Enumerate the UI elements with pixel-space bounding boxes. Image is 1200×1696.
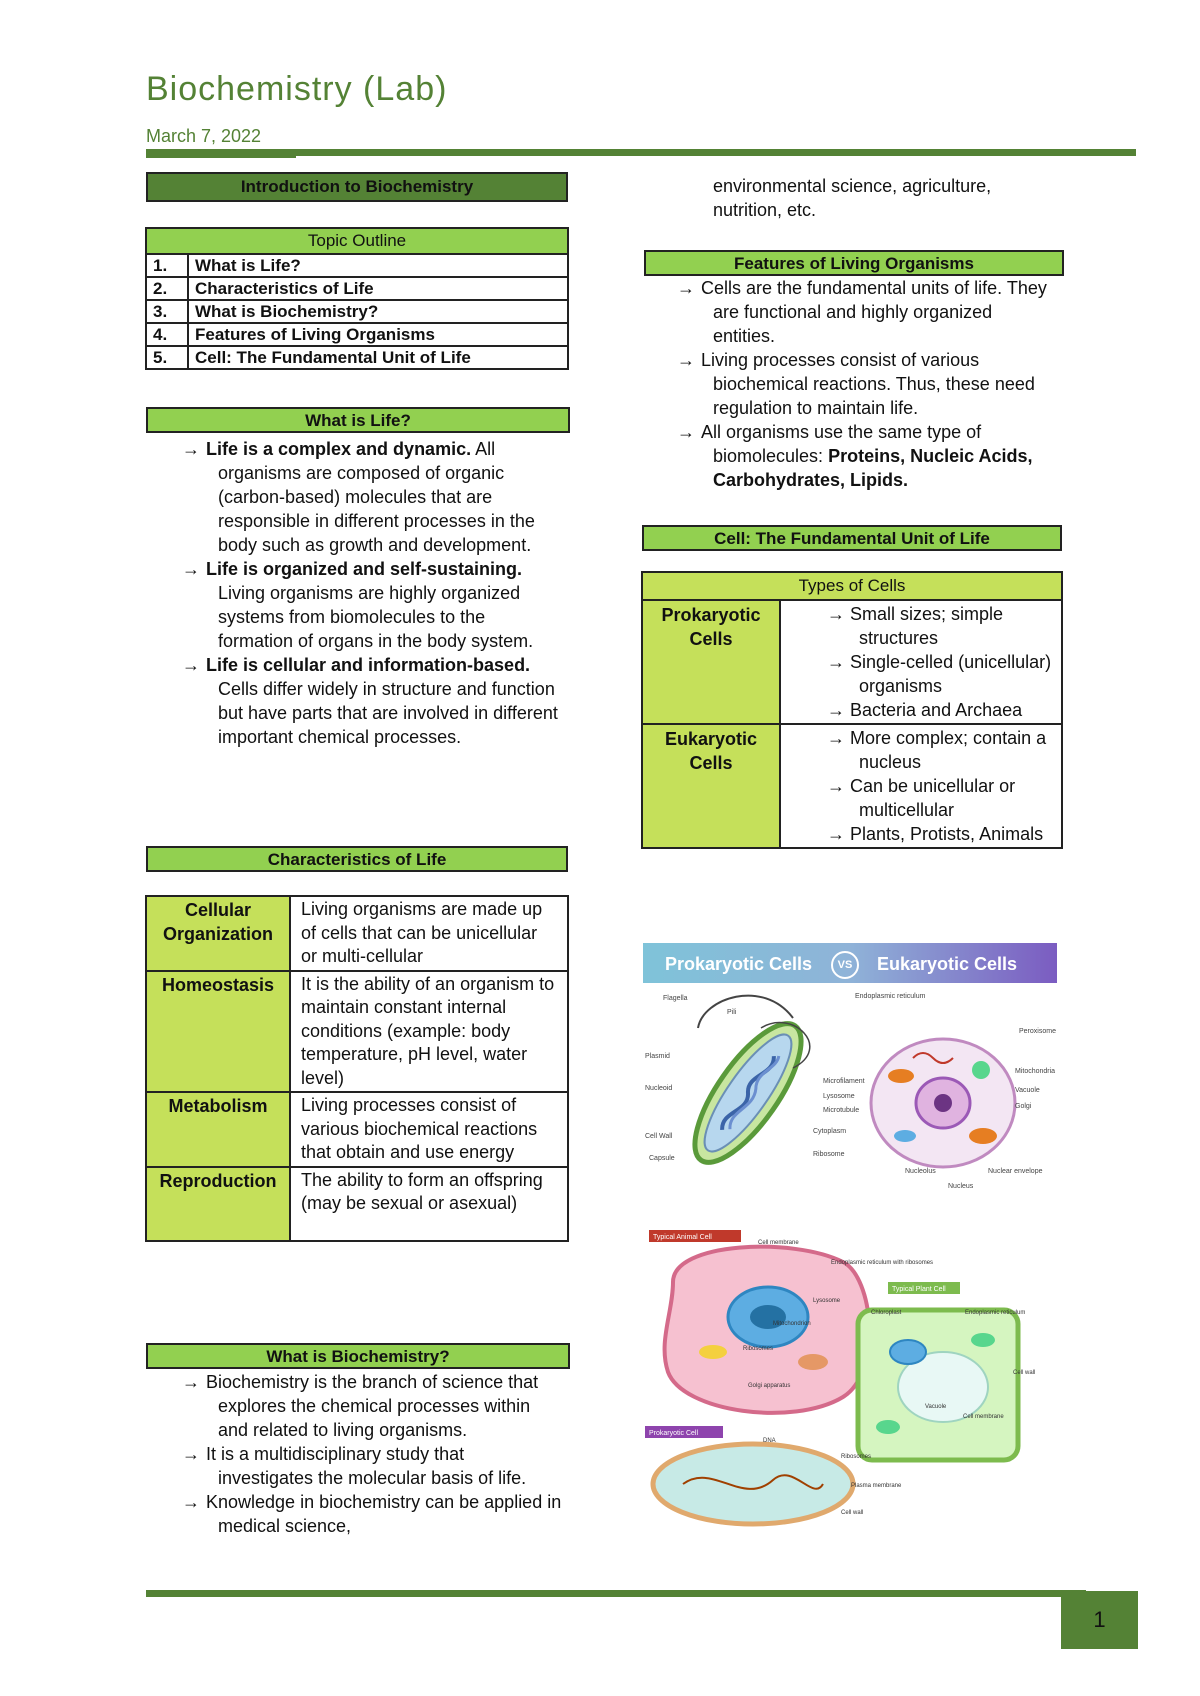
biochem-bullet: → Biochemistry is the branch of science that explores the chemical processes within and related to living organisms.	[182, 1372, 539, 1440]
outline-row	[146, 277, 568, 300]
table-row	[146, 1092, 568, 1167]
features-bullet: → All organisms use the same type of biomolecules: Proteins, Nucleic Acids, Carbohydrates, Lipids.	[677, 422, 1033, 490]
table-row	[146, 1167, 568, 1241]
svg-text:Prokaryotic Cell: Prokaryotic Cell	[649, 1430, 699, 1437]
vs-badge: VS	[831, 951, 859, 979]
features-bullet: → Living processes consist of various biochemical reactions. Thus, these need regulation to maintain life.	[677, 350, 1035, 418]
continuation-text: environmental science, agriculture, nutrition, etc.	[713, 176, 992, 220]
svg-text:Plasmid: Plasmid	[645, 1053, 670, 1060]
svg-text:Typical Plant Cell: Typical Plant Cell	[892, 1286, 946, 1293]
outline-row	[146, 323, 568, 346]
life-bullet: → Life is organized and self-sustaining. Living organisms are highly organized systems from biomolecules to the formation of organs in the body system.	[182, 559, 534, 651]
arrow-icon: →	[182, 1444, 200, 1464]
outline-text: Features of Living Organisms	[188, 323, 568, 346]
table-row	[642, 724, 1062, 848]
figure-banner	[643, 943, 1057, 983]
svg-text:Peroxisome: Peroxisome	[1019, 1028, 1056, 1035]
svg-text:Microfilament: Microfilament	[823, 1078, 865, 1085]
characteristic-key: Reproduction	[146, 1167, 290, 1241]
svg-text:Chloroplast: Chloroplast	[871, 1310, 902, 1316]
what-is-life-header: What is Life?	[146, 407, 570, 433]
topic-outline-header: Topic Outline	[146, 228, 568, 254]
outline-num: 4.	[146, 323, 188, 346]
outline-num: 1.	[146, 254, 188, 277]
svg-text:Pili: Pili	[727, 1009, 737, 1016]
svg-text:DNA: DNA	[763, 1438, 776, 1444]
intro-header: Introduction to Biochemistry	[146, 172, 568, 202]
list-item: → More complex; contain a nucleus	[827, 728, 1047, 772]
arrow-icon: →	[182, 655, 200, 675]
features-header: Features of Living Organisms	[644, 250, 1064, 276]
arrow-icon: →	[182, 1372, 200, 1392]
outline-num: 2.	[146, 277, 188, 300]
outline-num: 5.	[146, 346, 188, 369]
characteristic-key: Metabolism	[146, 1092, 290, 1167]
svg-text:Nucleolus: Nucleolus	[905, 1168, 936, 1175]
outline-num: 3.	[146, 300, 188, 323]
svg-text:Cell wall: Cell wall	[841, 1510, 864, 1516]
header-rule-accent	[146, 156, 296, 158]
svg-text:Cell Wall: Cell Wall	[645, 1133, 673, 1140]
svg-text:Vacuole: Vacuole	[1015, 1087, 1040, 1094]
biochem-bullet: → It is a multidisciplinary study that investigates the molecular basis of life.	[182, 1444, 527, 1488]
document-title: Biochemistry (Lab)	[146, 70, 448, 108]
arrow-icon: →	[677, 422, 695, 442]
svg-text:Mitochondria: Mitochondria	[1015, 1068, 1056, 1075]
list-item: → Can be unicellular or multicellular	[827, 776, 1016, 820]
arrow-icon: →	[182, 559, 200, 579]
features-bullet: → Cells are the fundamental units of life. They are functional and highly organized entities.	[677, 278, 1047, 346]
svg-text:Ribosomes: Ribosomes	[841, 1454, 872, 1460]
characteristic-value: The ability to form an offspring (may be sexual or asexual)	[290, 1167, 568, 1241]
list-item: → Plants, Protists, Animals	[827, 824, 1044, 844]
characteristic-value: Living organisms are made up of cells that can be unicellular or multi-cellular	[290, 896, 568, 971]
outline-text: Characteristics of Life	[188, 277, 568, 300]
svg-text:Capsule: Capsule	[649, 1155, 675, 1162]
svg-text:Endoplasmic reticulum: Endoplasmic reticulum	[855, 993, 926, 1000]
features-bullets	[677, 276, 1057, 492]
svg-text:Golgi apparatus: Golgi apparatus	[748, 1383, 791, 1389]
document-date: March 7, 2022	[146, 126, 262, 146]
svg-text:Mitochondrion: Mitochondrion	[773, 1321, 811, 1327]
what-is-life-bullets	[182, 437, 562, 749]
svg-text:Endoplasmic reticulum with rib: Endoplasmic reticulum with ribosomes	[831, 1260, 934, 1266]
characteristic-value: It is the ability of an organism to maintain constant internal conditions (example: body temperature, pH level, water level)	[290, 971, 568, 1093]
topic-outline-table	[145, 227, 569, 370]
figure-right-title: Eukaryotic Cells	[877, 954, 1018, 974]
biochem-bullet: → Knowledge in biochemistry can be applied in medical science,	[182, 1492, 562, 1536]
svg-text:Cell membrane: Cell membrane	[963, 1414, 1004, 1420]
svg-text:Golgi: Golgi	[1015, 1103, 1032, 1110]
characteristics-header: Characteristics of Life	[146, 846, 568, 872]
what-is-biochemistry-header: What is Biochemistry?	[146, 1343, 570, 1369]
outline-row	[146, 346, 568, 369]
svg-text:Nuclear envelope: Nuclear envelope	[988, 1168, 1043, 1175]
svg-text:Cell wall: Cell wall	[1013, 1370, 1036, 1376]
eukaryotic-features	[780, 724, 1062, 848]
arrow-icon: →	[677, 278, 695, 298]
table-row	[146, 896, 568, 971]
outline-row	[146, 254, 568, 277]
cell-types-illustration	[643, 1222, 1057, 1542]
life-bullet: → Life is a complex and dynamic. All organisms are composed of organic (carbon-based) molecules that are responsible in different processes in the body such as growth and development.	[182, 439, 535, 555]
footer-rule	[146, 1590, 1086, 1597]
types-of-cells-header: Types of Cells	[642, 572, 1062, 600]
characteristic-key: Cellular Organization	[146, 896, 290, 971]
characteristics-table	[145, 895, 569, 1242]
svg-text:Nucleoid: Nucleoid	[645, 1085, 673, 1092]
prokaryotic-key: Prokaryotic Cells	[642, 600, 780, 724]
outline-text: Cell: The Fundamental Unit of Life	[188, 346, 568, 369]
figure-left-title: Prokaryotic Cells	[665, 954, 813, 974]
outline-text: What is Life?	[188, 254, 568, 277]
arrow-icon: →	[677, 350, 695, 370]
eukaryotic-key: Eukaryotic Cells	[642, 724, 780, 848]
svg-text:Flagella: Flagella	[663, 995, 688, 1002]
life-bullet: → Life is cellular and information-based. Cells differ widely in structure and function but have parts that are involved in different important chemical processes.	[182, 655, 558, 747]
arrow-icon: →	[182, 439, 200, 459]
svg-text:Lysosome: Lysosome	[813, 1298, 841, 1304]
svg-text:Ribosomes: Ribosomes	[743, 1346, 774, 1352]
table-row	[146, 971, 568, 1093]
page-number: 1	[1061, 1591, 1138, 1649]
svg-text:Ribosome: Ribosome	[813, 1151, 845, 1158]
outline-text: What is Biochemistry?	[188, 300, 568, 323]
svg-text:Lysosome: Lysosome	[823, 1093, 855, 1100]
outline-row	[146, 300, 568, 323]
list-item: → Small sizes; simple structures	[827, 604, 1004, 648]
header-rule	[146, 149, 1136, 156]
table-row	[642, 600, 1062, 724]
svg-text:Cell membrane: Cell membrane	[758, 1240, 799, 1246]
cell-header: Cell: The Fundamental Unit of Life	[642, 525, 1062, 551]
svg-text:Cytoplasm: Cytoplasm	[813, 1128, 847, 1135]
svg-text:Nucleus: Nucleus	[948, 1183, 974, 1190]
svg-text:Typical Animal Cell: Typical Animal Cell	[653, 1234, 712, 1241]
prokaryotic-vs-eukaryotic-illustration	[643, 988, 1057, 1198]
characteristic-key: Homeostasis	[146, 971, 290, 1093]
svg-text:Microtubule: Microtubule	[823, 1107, 860, 1114]
types-of-cells-table	[641, 571, 1063, 849]
svg-text:Plasma membrane: Plasma membrane	[851, 1483, 902, 1489]
list-item: → Bacteria and Archaea	[827, 700, 1023, 720]
characteristic-value: Living processes consist of various biochemical reactions that obtain and use energy	[290, 1092, 568, 1167]
svg-text:Vacuole: Vacuole	[925, 1404, 947, 1410]
arrow-icon: →	[182, 1492, 200, 1512]
biochemistry-bullets	[182, 1370, 562, 1538]
prokaryotic-features	[780, 600, 1062, 724]
svg-text:Endoplasmic reticulum: Endoplasmic reticulum	[965, 1310, 1026, 1316]
list-item: → Single-celled (unicellular) organisms	[827, 652, 1052, 696]
